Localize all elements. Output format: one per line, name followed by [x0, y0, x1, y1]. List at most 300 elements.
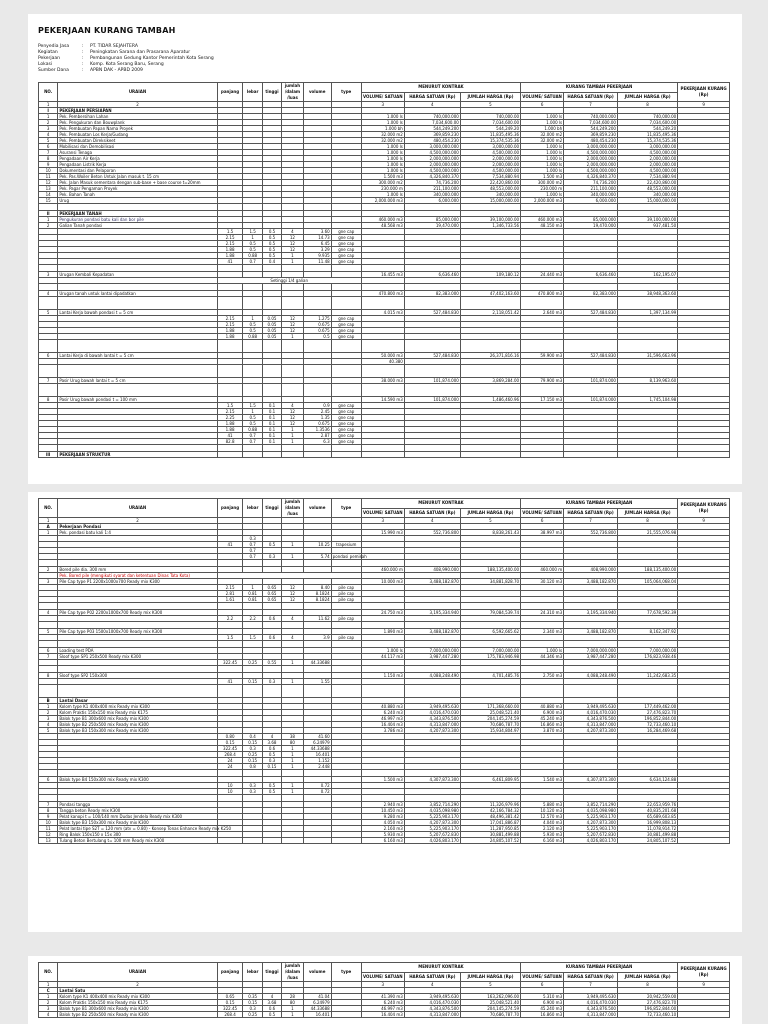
kontrak-jumlah-harga: 11,326,979.96 [460, 802, 520, 808]
calc-cell: 12 [282, 322, 304, 328]
calc-cell: 11.62 [303, 616, 331, 622]
calc-panjang: 322.45 [217, 1006, 243, 1012]
calc-cell: 1 [282, 542, 304, 548]
tambah-jumlah-harga: 77,678,592.39 [617, 610, 677, 616]
kontrak-volume: 44.117 m3 [361, 654, 404, 660]
col-vol-satuan: VOLUME/ SATUAN [361, 972, 404, 982]
calc-cell: 8.40 [303, 585, 331, 591]
item-no: 5 [39, 728, 58, 734]
tambah-jumlah-harga: 196,852,844.00 [617, 716, 677, 722]
col-tinggi: tinggi [262, 499, 281, 518]
calc-cell: 80 [282, 740, 304, 746]
kontrak-harga-satuan: 2,000,000.000 [404, 162, 460, 168]
calc-cell: 1.5 [243, 229, 262, 235]
calc-cell: 12 [282, 328, 304, 334]
item-uraian: Pasir Urug bawah pondasi t = 100 mm [58, 397, 217, 403]
meta-row: Sumber Dana : APBN DAK - APBD 2009 [38, 68, 143, 73]
calc-cell: 0.15 [243, 740, 262, 746]
calc-cell: 0.7 [243, 548, 262, 554]
calc-cell: 0.88 [243, 253, 262, 259]
meta-value: Peningkatan Sarana dan Prasarana Aparatur [90, 50, 191, 55]
kontrak-volume: 1.500 m3 [361, 777, 404, 783]
tambah-harga-satuan: 211,100.000 [564, 186, 618, 192]
calc-cell: 0.72 [303, 783, 331, 789]
calc-cell: 0.5 [262, 229, 281, 235]
index-cell: 8 [617, 982, 677, 988]
calc-cell: 8.1824 [303, 597, 331, 603]
tambah-volume: 6.900 m3 [521, 710, 564, 716]
calc-cell: 41 [217, 542, 243, 548]
tambah-volume: 2.340 m3 [521, 629, 564, 635]
section-label: PEKERJAAN PERSIAPAN [58, 108, 217, 114]
section-label: Lantai Satu [58, 988, 217, 994]
tambah-jumlah-harga: 15,374,535.36 [617, 138, 677, 144]
col-panjang: panjang [217, 963, 243, 982]
kontrak-volume: 6.240 m3 [361, 710, 404, 716]
tambah-jumlah-harga: 72,733,460.10 [617, 1012, 677, 1018]
kontrak-harga-satuan: 740,000.000 [404, 114, 460, 120]
item-no: 6 [39, 353, 58, 359]
tambah-harga-satuan: 4,343,876.500 [564, 716, 618, 722]
tambah-volume: 460.000 m [521, 567, 564, 573]
kontrak-jumlah-harga: 109,180.12 [460, 272, 520, 278]
calc-tinggi: 0.5 [262, 1012, 281, 1018]
tambah-jumlah-harga: 22,420,860.00 [617, 180, 677, 186]
calc-cell: 24 [217, 764, 243, 770]
tambah-volume: 30.120 m3 [521, 579, 564, 585]
item-no: 4 [39, 1012, 58, 1018]
kontrak-jumlah-harga: 188,135,400.00 [460, 567, 520, 573]
item-uraian: Sloof type SP1 250x500 Ready mix K300 [58, 654, 217, 660]
calc-cell: 2.15 [217, 585, 243, 591]
calc-cell: 0.05 [262, 328, 281, 334]
calc-jumlah: 1 [282, 1012, 304, 1018]
tambah-jumlah-harga: 196,852,844.00 [617, 1006, 677, 1012]
tambah-jumlah-harga: 65,689,603.85 [617, 814, 677, 820]
item-no: 6 [39, 144, 58, 150]
kontrak-volume: 1.000 ls [361, 168, 404, 174]
calc-cell: 12 [282, 316, 304, 322]
calc-cell: 1.88 [217, 328, 243, 334]
calc-cell: 2.25 [217, 415, 243, 421]
item-uraian: Mobilisasi dan Demobilisasi [58, 144, 217, 150]
item-uraian: Pek. pondasi batu kali 1:4 [58, 530, 217, 536]
meta-row: Kegiatan : Peningkatan Sarana dan Prasarana Aparatur [38, 50, 191, 55]
tambah-volume: 10.120 m3 [521, 808, 564, 814]
blank-row [39, 685, 730, 698]
kontrak-harga-satuan: 3,949,495.630 [404, 994, 460, 1000]
calc-cell: gne cap [331, 427, 361, 433]
group-kurang-tambah: KURANG TAMBAH PEKERJAAN [521, 83, 678, 93]
kontrak-volume: 1.000 ls [361, 144, 404, 150]
index-cell: 5 [460, 102, 520, 108]
item-no: 13 [39, 186, 58, 192]
kontrak-jumlah-harga: 2,000,000.00 [460, 156, 520, 162]
tambah-harga-satuan: 740,000.000 [564, 114, 618, 120]
meta-key: Kegiatan [38, 50, 58, 55]
item-no: 7 [39, 378, 58, 384]
kontrak-volume: 10.450 m3 [361, 808, 404, 814]
calc-cell: 0.1 [262, 421, 281, 427]
calc-cell: 322.45 [217, 746, 243, 752]
kontrak-jumlah-harga: 48,553,000.00 [460, 186, 520, 192]
kontrak-jumlah-harga: 171,368,660.00 [460, 704, 520, 710]
calc-cell: 2.15 [217, 322, 243, 328]
calc-cell: 2.15 [217, 241, 243, 247]
index-cell: 1 [39, 102, 58, 108]
sheet-page-2 [28, 492, 742, 932]
tambah-volume: 1.000 ls [521, 120, 564, 126]
calc-cell: 4 [262, 734, 281, 740]
kontrak-volume: 46.997 m3 [361, 1006, 404, 1012]
kontrak-harga-satuan: 544,249.200 [404, 126, 460, 132]
kontrak-harga-satuan: 552,736.800 [404, 530, 460, 536]
blank-row [39, 284, 730, 291]
col-harga-satuan-2: HARGA SATUAN (Rp) [564, 508, 618, 518]
tambah-harga-satuan: 3,000,000.000 [564, 144, 618, 150]
kontrak-harga-satuan: 3,852,714.290 [404, 802, 460, 808]
kontrak-jumlah-harga: 4,500,000.00 [460, 150, 520, 156]
item-uraian: Pile Cap type P03 1500x1000x700 Ready mix K300 [58, 629, 217, 635]
kontrak-volume: 3.786 m3 [361, 728, 404, 734]
kontrak-harga-satuan: 211,100.000 [404, 186, 460, 192]
calc-cell: 1.88 [217, 421, 243, 427]
calc-cell: 0.675 [303, 328, 331, 334]
kontrak-harga-satuan: 4,313,847.000 [404, 1012, 460, 1018]
item-no: 8 [39, 808, 58, 814]
calc-cell: 1 [282, 783, 304, 789]
kontrak-harga-satuan: 3,488,182.870 [404, 579, 460, 585]
tambah-harga-satuan: 480,454.230 [564, 138, 618, 144]
calc-cell: 8.1824 [303, 591, 331, 597]
item-no: 3 [39, 272, 58, 278]
tambah-jumlah-harga: 1,745,104.98 [617, 397, 677, 403]
col-jumlah: jumlah /dalam /luas [282, 963, 304, 982]
kontrak-harga-satuan: 82,383.000 [404, 291, 460, 297]
blank-row [39, 365, 730, 378]
kontrak-harga-satuan: 85,000.000 [404, 217, 460, 223]
tambah-jumlah-harga: 11,835,495.36 [617, 132, 677, 138]
kontrak-harga-satuan: 4,207,873.300 [404, 820, 460, 826]
kontrak-jumlah-harga: 70,686,787.70 [460, 1012, 520, 1018]
calc-cell: 1 [282, 789, 304, 795]
section-no: III [39, 452, 58, 458]
calc-cell: trapesium [331, 542, 361, 548]
calc-cell: 10.25 [303, 542, 331, 548]
kontrak-volume: 1.890 m3 [361, 629, 404, 635]
kontrak-jumlah-harga: 30,881,499.88 [460, 832, 520, 838]
header-row-1 [39, 83, 730, 93]
calc-cell: 0.88 [243, 427, 262, 433]
tambah-jumlah-harga: 105,064,068.04 [617, 579, 677, 585]
blank-row [39, 560, 730, 567]
kontrak-volume: 1.000 bh [361, 126, 404, 132]
calc-cell: 1 [243, 316, 262, 322]
calc-cell: 4 [282, 616, 304, 622]
tambah-volume: 12.570 m3 [521, 814, 564, 820]
tambah-volume: 45.240 m3 [521, 716, 564, 722]
index-cell: 9 [678, 518, 730, 524]
calc-panjang: 0.15 [217, 1000, 243, 1006]
kontrak-jumlah-harga: 163,262,096.00 [460, 994, 520, 1000]
kontrak-volume: 32.000 m2 [361, 132, 404, 138]
kontrak-volume: 16.404 m3 [361, 722, 404, 728]
calc-cell: 2.15 [217, 316, 243, 322]
tambah-harga-satuan: 527,484.830 [564, 353, 618, 359]
calc-cell: gne cap [331, 316, 361, 322]
item-uraian: Kolom type K1 400x400 mix Ready mix K300 [58, 704, 217, 710]
tambah-jumlah-harga: 31,596,663.96 [617, 353, 677, 359]
section-label: PEKERJAAN STRUKTUR [58, 452, 217, 458]
kontrak-harga-satuan: 4,500,000.000 [404, 150, 460, 156]
calc-cell: 5.74 [303, 554, 331, 560]
calc-lebar: 0.35 [243, 994, 262, 1000]
blank-row [39, 204, 730, 211]
kontrak-jumlah-harga: 39,100,000.00 [460, 217, 520, 223]
item-uraian: Balok type B4 150x300 mix Ready mix K300 [58, 777, 217, 783]
kontrak-volume: 6.160 m3 [361, 838, 404, 844]
tambah-jumlah-harga: 15,000,000.00 [617, 198, 677, 204]
calc-cell: 0.3 [243, 536, 262, 542]
index-cell: 9 [678, 982, 730, 988]
col-no: NO. [39, 499, 58, 518]
tambah-jumlah-harga: 16,284,469.68 [617, 728, 677, 734]
kontrak-jumlah-harga: 6,461,809.95 [460, 777, 520, 783]
tambah-harga-satuan: 85,000.000 [564, 217, 618, 223]
table-row [39, 1012, 730, 1018]
item-no: 4 [39, 722, 58, 728]
tambah-volume: 40.880 m3 [521, 704, 564, 710]
tambah-volume: 79.900 m3 [521, 378, 564, 384]
item-no: 5 [39, 138, 58, 144]
calc-cell: 12 [282, 597, 304, 603]
col-volume: volume [303, 499, 331, 518]
item-uraian: Tangga beton Ready mix K300 [58, 808, 217, 814]
calc-cell: 0.5 [262, 247, 281, 253]
tambah-harga-satuan: 4,313,847.000 [564, 1012, 618, 1018]
kontrak-harga-satuan: 4,016,470.030 [404, 1000, 460, 1006]
kontrak-volume: 32.000 m2 [361, 138, 404, 144]
blank-row [39, 297, 730, 310]
calc-cell: 4 [282, 229, 304, 235]
calc-cell: 12 [282, 241, 304, 247]
col-jumlah: jumlah /dalam /luas [282, 83, 304, 102]
item-no: 2 [39, 710, 58, 716]
item-no: 2 [39, 567, 58, 573]
kontrak-harga-satuan: 4,207,873.300 [404, 728, 460, 734]
kontrak-jumlah-harga: 4,701,485.76 [460, 673, 520, 679]
item-uraian: Pengadaan Listrik Kerja [58, 162, 217, 168]
kontrak-jumlah-harga: 2,118,051.42 [460, 310, 520, 316]
pekerjaan-kurang [678, 838, 730, 844]
calc-cell: 0.05 [262, 316, 281, 322]
kontrak-harga-satuan: 4,016,470.030 [404, 710, 460, 716]
page-title: PEKERJAAN KURANG TAMBAH [38, 26, 176, 35]
calc-cell: 44.33688 [303, 746, 331, 752]
kontrak-harga-satuan: 101,874.000 [404, 378, 460, 384]
kontrak-jumlah-harga: 544,249.20 [460, 126, 520, 132]
calc-cell: 0.7 [243, 433, 262, 439]
item-uraian: Pek. Pengukuran dan Bouwplank [58, 120, 217, 126]
section-label: Lantai Dasar [58, 698, 217, 704]
col-harga-satuan: HARGA SATUAN (Rp) [404, 508, 460, 518]
calc-cell: 12 [282, 591, 304, 597]
tambah-jumlah-harga: 30,881,499.88 [617, 832, 677, 838]
meta-row: Lokasi : Komp. Kota Serang Baru, Serang [38, 62, 164, 67]
calc-cell: 0.5 [243, 421, 262, 427]
calc-cell: gne cap [331, 322, 361, 328]
calc-cell: 40.380 [361, 359, 404, 365]
calc-cell: 1 [243, 235, 262, 241]
index-cell: 1 [39, 982, 58, 988]
calc-cell: 0.1 [262, 427, 281, 433]
col-harga-satuan: HARGA SATUAN (Rp) [404, 972, 460, 982]
calc-cell: 12 [282, 415, 304, 421]
calc-cell: 0.4 [262, 259, 281, 265]
kontrak-harga-satuan: 4,343,876.500 [404, 716, 460, 722]
calc-cell: 0.65 [262, 597, 281, 603]
kontrak-volume: 16.404 m3 [361, 1012, 404, 1018]
calc-cell: pile cap [331, 635, 361, 641]
tambah-harga-satuan: 4,207,873.300 [564, 820, 618, 826]
calc-cell: 268.4 [217, 752, 243, 758]
kontrak-jumlah-harga: 26,371,816.16 [460, 353, 520, 359]
section-no: I [39, 108, 58, 114]
rab-table [38, 82, 730, 458]
tambah-volume: 1.000 ls [521, 144, 564, 150]
calc-cell: 2.2 [243, 616, 262, 622]
calc-cell: 0.25 [243, 752, 262, 758]
kontrak-harga-satuan: 4,026,803.170 [404, 838, 460, 844]
col-pekerjaan-kurang: PEKERJAAN KURANG (Rp) [678, 83, 730, 102]
calc-volume [303, 838, 331, 844]
blank-row [39, 445, 730, 452]
calc-lebar: 0.3 [243, 1006, 262, 1012]
calc-cell: pondasi pemisah [332, 554, 367, 559]
tambah-jumlah-harga: 11,078,914.72 [617, 826, 677, 832]
kontrak-volume: 1.000 ls [361, 150, 404, 156]
calc-cell: pile cap [331, 616, 361, 622]
calc-cell: 1 [282, 259, 304, 265]
calc-cell: 322.45 [217, 660, 243, 666]
tambah-jumlah-harga: 7,534,880.94 [617, 174, 677, 180]
kontrak-jumlah-harga: 48,496,381.42 [460, 814, 520, 820]
item-uraian: Pondasi tangga [58, 802, 217, 808]
index-cell: 4 [404, 982, 460, 988]
calc-cell: 0.5 [243, 322, 262, 328]
calc-cell: 0.5 [243, 247, 262, 253]
tambah-harga-satuan: 4,016,470.030 [564, 710, 618, 716]
tambah-volume: 1.000 ls [521, 192, 564, 198]
item-uraian: Sloof type SP2 150x300 [58, 673, 217, 679]
kontrak-harga-satuan: 4,307,873.300 [404, 777, 460, 783]
calc-cell: 0.5 [262, 783, 281, 789]
item-uraian: Balok type B2 250x500 mix Ready mix K300 [58, 1012, 217, 1018]
calc-volume: 41.04 [303, 994, 331, 1000]
calc-cell: 41.60 [303, 734, 331, 740]
tambah-harga-satuan: 4,343,876.500 [564, 1006, 618, 1012]
note-text: Setinggi 1/4 galian [217, 278, 361, 284]
item-no: 1 [39, 994, 58, 1000]
item-uraian: Lantai Kerja bawah pondasi t = 5 cm [58, 310, 217, 316]
kontrak-volume: 15.990 m3 [361, 530, 404, 536]
calc-cell: 0.1 [262, 409, 281, 415]
calc-cell: 3.68 [262, 740, 281, 746]
col-uraian: URAIAN [58, 963, 217, 982]
item-uraian: Asuransi Tenaga [58, 150, 217, 156]
calc-cell: gne cap [331, 253, 361, 259]
calc-cell: 16.401 [303, 752, 331, 758]
calc-cell: gne cap [331, 403, 361, 409]
kontrak-jumlah-harga: 25,048,521.40 [460, 1000, 520, 1006]
calc-cell: 0.15 [243, 679, 262, 685]
tambah-harga-satuan: 552,736.800 [564, 530, 618, 536]
kontrak-volume: 6.240 m3 [361, 1000, 404, 1006]
kontrak-volume: 1.500 m3 [361, 174, 404, 180]
calc-cell: 1 [282, 679, 304, 685]
col-uraian: URAIAN [58, 499, 217, 518]
kontrak-volume: 4.015 m3 [361, 310, 404, 316]
item-uraian: Pek. Pembersihan Lahan [58, 114, 217, 120]
item-no: 10 [39, 820, 58, 826]
calc-cell: 0.5 [262, 253, 281, 259]
tambah-volume: 6.900 m3 [521, 1000, 564, 1006]
col-type: type [331, 83, 361, 102]
tambah-volume: 300.000 m2 [521, 180, 564, 186]
calc-cell: gne cap [331, 235, 361, 241]
calc-cell: 0.675 [303, 322, 331, 328]
item-uraian: Urug [58, 198, 217, 204]
tambah-harga-satuan: 4,500,000.000 [564, 150, 618, 156]
item-uraian: Pelat kanopi t = 100/140 mm Dudas Jendela Ready mix K300 [58, 814, 217, 820]
tambah-jumlah-harga: 22,653,959.76 [617, 802, 677, 808]
calc-cell: 2.45 [303, 409, 331, 415]
calc-cell: 4 [282, 403, 304, 409]
item-uraian: Kolom Praktis 150x150 mix Ready mix K175 [58, 1000, 217, 1006]
tambah-jumlah-harga: 340,000.00 [617, 192, 677, 198]
item-uraian: Pek. Jalan Masuk sementara dengan sub-base + base course t=20mm [58, 180, 217, 186]
index-cell: 3 [361, 982, 404, 988]
calc-cell: gne cap [331, 241, 361, 247]
calc-cell: pile cap [331, 597, 361, 603]
kontrak-harga-satuan: 340,000.000 [404, 192, 460, 198]
blank-row [39, 641, 730, 648]
kontrak-jumlah-harga: 42,166,784.32 [460, 808, 520, 814]
calc-cell: 1 [282, 554, 304, 560]
tambah-jumlah-harga: 16,999,808.13 [617, 820, 677, 826]
calc-cell: 1 [282, 427, 304, 433]
calc-cell: 0.5 [262, 752, 281, 758]
meta-key: Pekerjaan [38, 56, 61, 61]
calc-cell: 1.5 [217, 229, 243, 235]
calc-cell: 0.1 [262, 439, 281, 445]
col-no: NO. [39, 83, 58, 102]
tambah-harga-satuan: 3,949,495.630 [564, 704, 618, 710]
index-cell: 8 [617, 102, 677, 108]
calc-cell: 0.5 [262, 235, 281, 241]
calc-cell: 0.1 [262, 433, 281, 439]
calc-cell: gne cap [331, 229, 361, 235]
calc-panjang [217, 838, 243, 844]
item-uraian: Kolom type K1 400x400 mix Ready mix K300 [58, 994, 217, 1000]
item-uraian: Pek. Pembuatan Direksikeet [58, 138, 217, 144]
tambah-jumlah-harga: 8,139,963.60 [617, 378, 677, 384]
table-row [39, 838, 730, 844]
calc-jumlah: 1 [282, 1006, 304, 1012]
item-uraian: Pek. Pagar Pengaman Proyek [58, 186, 217, 192]
tambah-jumlah-harga: 544,249.20 [617, 126, 677, 132]
tambah-jumlah-harga: 162,195.07 [617, 272, 677, 278]
